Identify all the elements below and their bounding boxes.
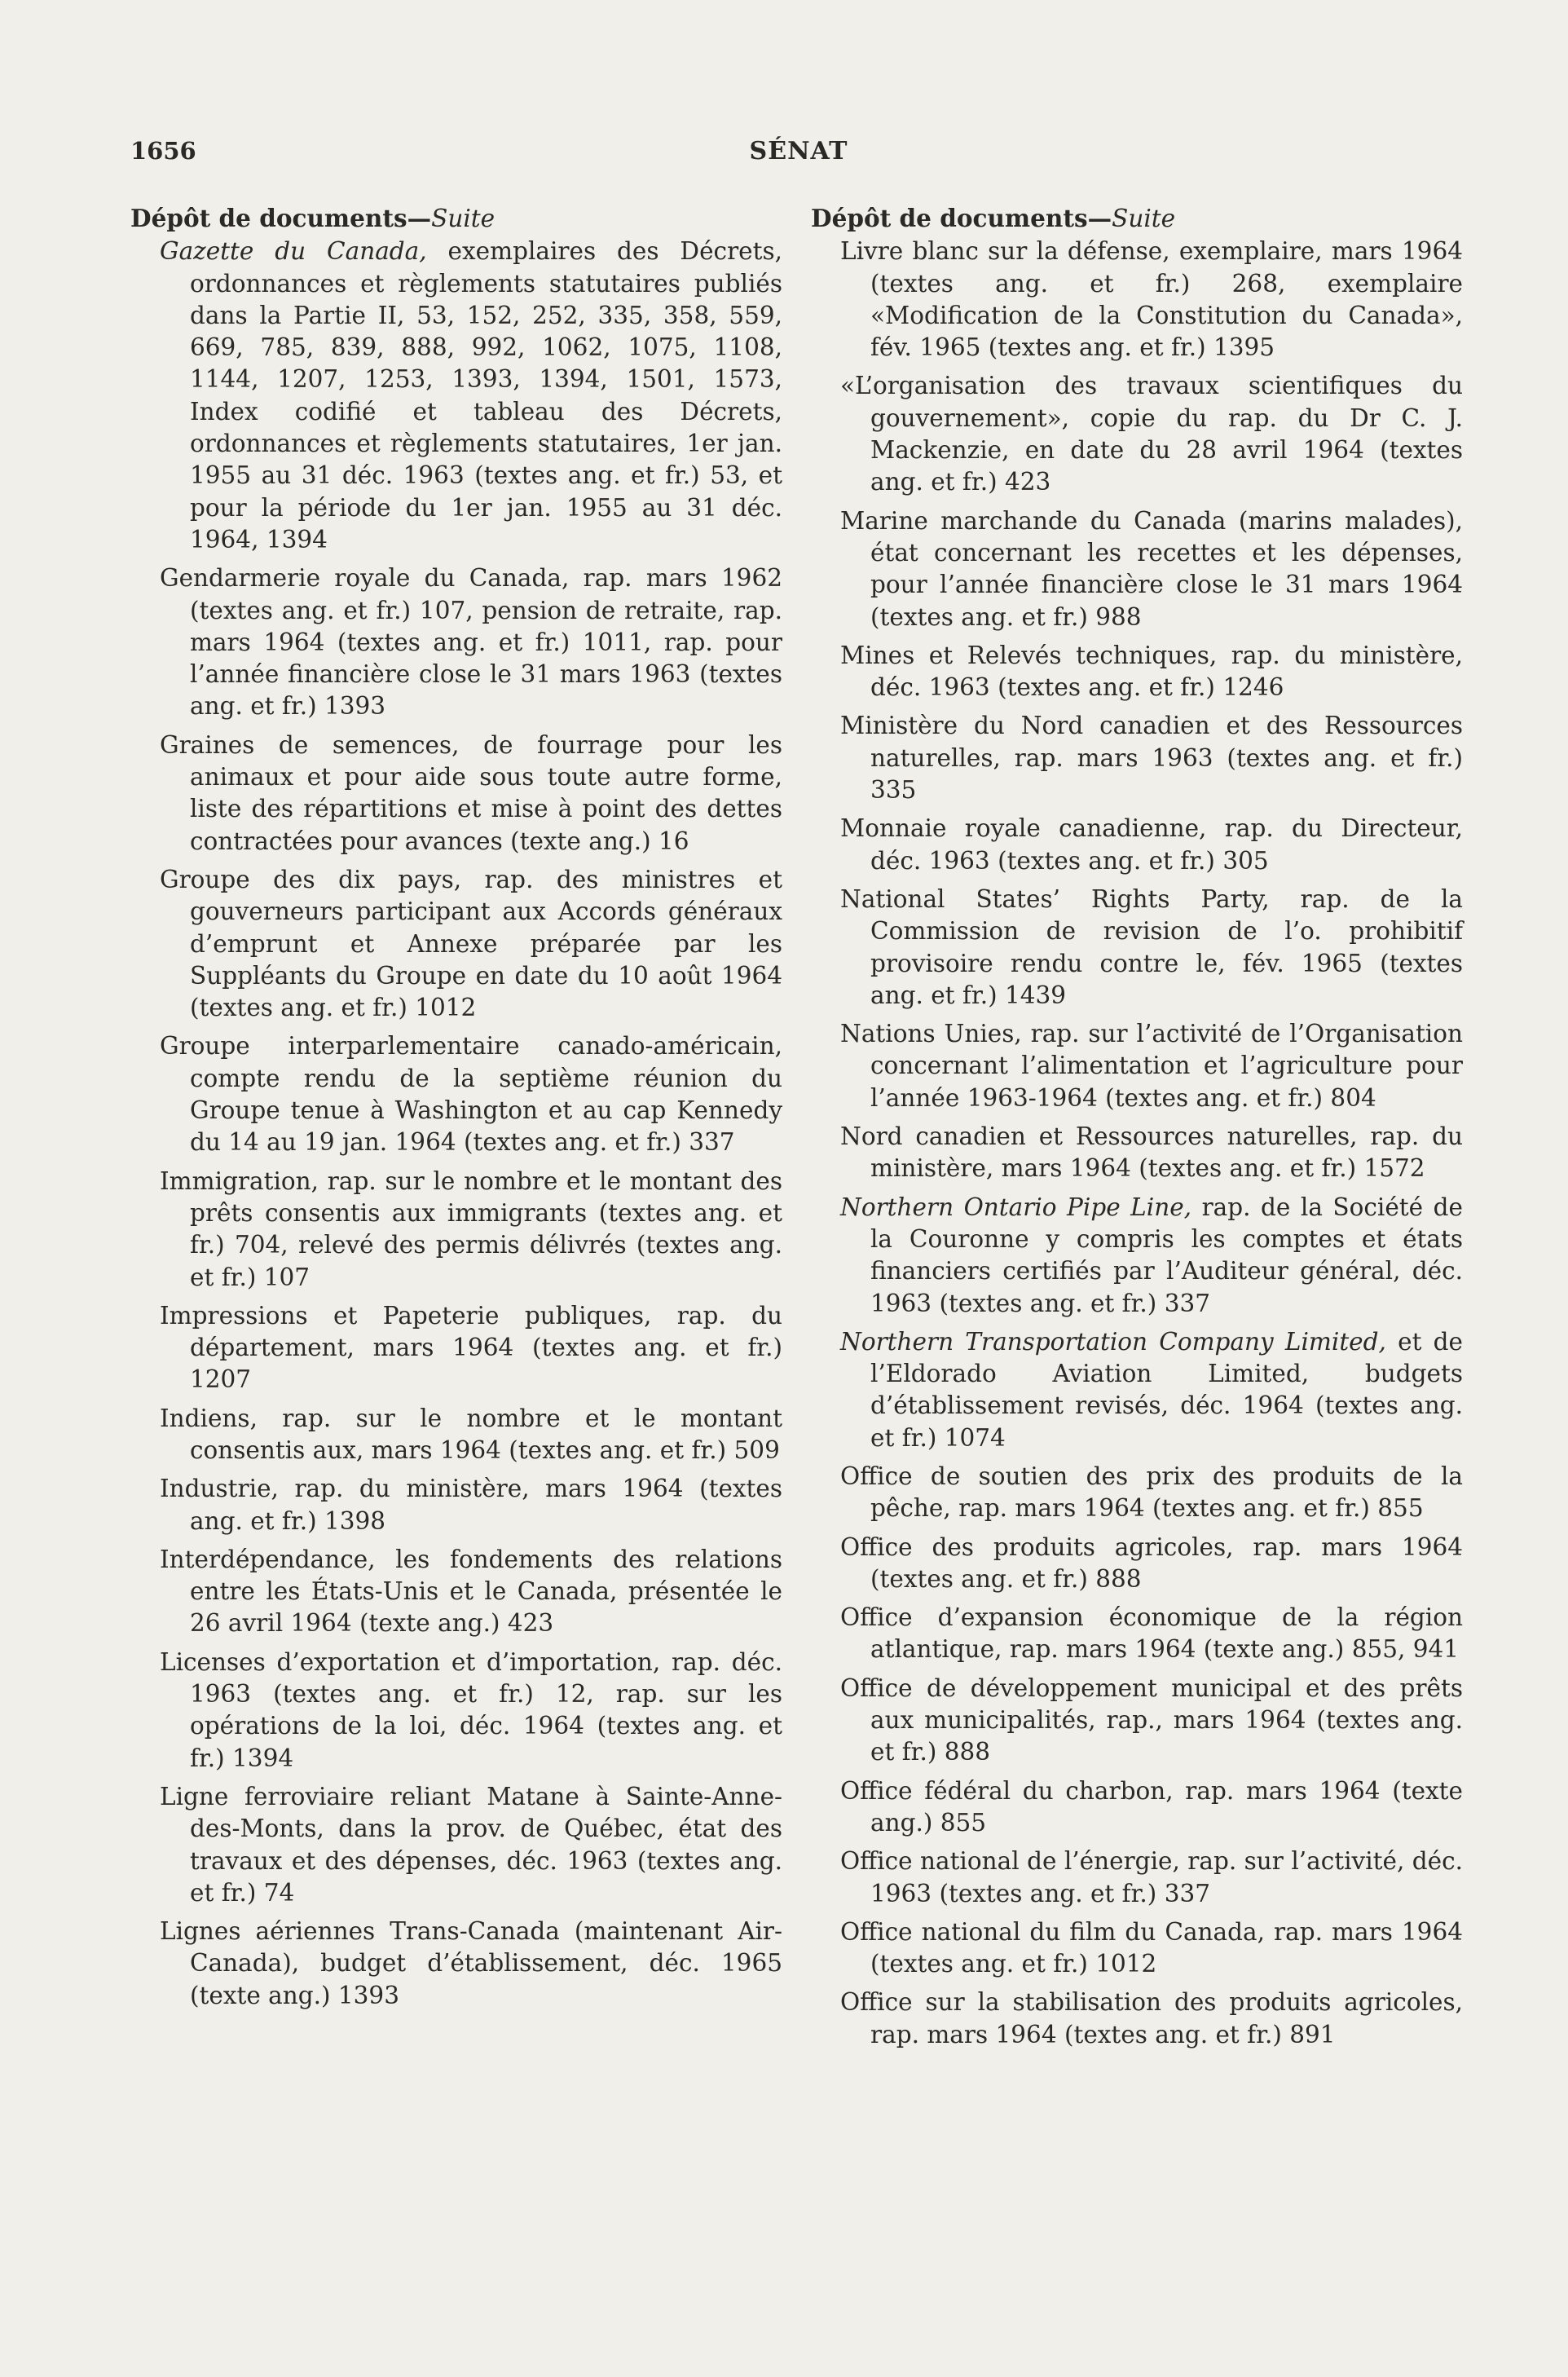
column-heading	[811, 202, 1463, 235]
entry-text: Nations Unies, rap. sur l’activité de l’Organisation concernant l’alimentation et l’agriculture pour l’année 1963-1964 (textes ang. et fr.) 804	[840, 1020, 1463, 1112]
index-entry	[130, 1544, 782, 1640]
index-entry	[811, 710, 1463, 806]
left-column	[130, 202, 782, 2018]
entry-text: Graines de semences, de fourrage pour les animaux et pour aide sous toute autre forme, liste des répartitions et mise à point des dettes contractées pour avances (texte ang.) 16	[160, 730, 782, 855]
heading-text: Dépôt de documents—	[130, 204, 432, 232]
index-entry	[130, 1781, 782, 1909]
heading-suite: Suite	[1112, 205, 1176, 232]
column-heading	[130, 202, 782, 235]
entry-text: Office fédéral du charbon, rap. mars 1964 (texte ang.) 855	[840, 1776, 1463, 1837]
index-entry	[811, 1602, 1463, 1666]
index-entry	[130, 730, 782, 858]
index-entry	[811, 1673, 1463, 1769]
entry-text: Office de développement municipal et des prêts aux municipalités, rap., mars 1964 (textes ang. et fr.) 888	[840, 1674, 1463, 1766]
index-entry	[130, 1916, 782, 2012]
page-number: 1656	[130, 137, 196, 165]
entry-text: et de l’Eldorado Aviation Limited, budgets d’établissement revisés, déc. 1964 (textes ang. et fr.) 1074	[870, 1327, 1463, 1452]
entry-text: National States’ Rights Party, rap. de la Commission de revision de l’o. prohibitif provisoire rendu contre le, fév. 1965 (textes ang. et fr.) 1439	[840, 884, 1463, 1009]
entry-text: Lignes aériennes Trans-Canada (maintenant Air-Canada), budget d’établissement, déc. 1965 (texte ang.) 1393	[160, 1917, 782, 2009]
entry-text: Interdépendance, les fondements des relations entre les États-Unis et le Canada, présentée le 26 avril 1964 (texte ang.) 423	[160, 1545, 782, 1638]
index-entry	[130, 1300, 782, 1396]
index-entries	[811, 236, 1463, 2051]
index-entry	[811, 1846, 1463, 1910]
entry-lead: Northern Transportation Company Limited,	[840, 1327, 1386, 1356]
index-entry	[130, 864, 782, 1024]
page-header	[130, 137, 1467, 174]
index-entry	[811, 1192, 1463, 1320]
entry-text: Office national du film du Canada, rap. mars 1964 (textes ang. et fr.) 1012	[840, 1917, 1463, 1978]
running-title: SÉNAT	[749, 137, 848, 165]
index-entry	[130, 1030, 782, 1158]
index-entry	[811, 1326, 1463, 1454]
index-entry	[130, 236, 782, 556]
index-entry	[811, 1916, 1463, 1981]
entry-text: rap. de la Société de la Couronne y compris les comptes et états financiers certifiés par l’Auditeur général, déc. 1963 (textes ang. et fr.) 337	[870, 1193, 1463, 1317]
entry-text: Office sur la stabilisation des produits agricoles, rap. mars 1964 (textes ang. et fr.) 891	[840, 1988, 1463, 2048]
heading-suite: Suite	[431, 205, 496, 232]
entry-text: Office de soutien des prix des produits de la pêche, rap. mars 1964 (textes ang. et fr.) 855	[840, 1462, 1463, 1523]
index-entry	[811, 1775, 1463, 1840]
index-entry	[130, 1473, 782, 1537]
entry-text: Nord canadien et Ressources naturelles, rap. du ministère, mars 1964 (textes ang. et fr.) 1572	[840, 1122, 1463, 1183]
index-entry	[811, 1987, 1463, 2051]
entry-text: Office d’expansion économique de la région atlantique, rap. mars 1964 (texte ang.) 855, 941	[840, 1603, 1463, 1664]
entry-text: Mines et Relevés techniques, rap. du ministère, déc. 1963 (textes ang. et fr.) 1246	[840, 641, 1463, 702]
index-entry	[811, 813, 1463, 877]
entry-text: Office des produits agricoles, rap. mars 1964 (textes ang. et fr.) 888	[840, 1532, 1463, 1593]
index-entry	[811, 884, 1463, 1012]
entry-lead: Northern Ontario Pipe Line,	[840, 1193, 1192, 1221]
index-entry	[811, 505, 1463, 633]
entry-text: Livre blanc sur la défense, exemplaire, mars 1964 (textes ang. et fr.) 268, exemplaire «Modification de la Constitution du Canada», fév. 1965 (textes ang. et fr.) 1395	[840, 237, 1463, 362]
index-entry	[811, 1018, 1463, 1114]
entry-text: Industrie, rap. du ministère, mars 1964 (textes ang. et fr.) 1398	[160, 1475, 782, 1535]
heading-text: Dépôt de documents—	[811, 204, 1112, 232]
entry-text: exemplaires des Décrets, ordonnances et règlements statutaires publiés dans la Partie II, 53, 152, 252, 335, 358, 559, 669, 785, 839, 888, 992, 1062, 1075, 1108, 1144, 1207, 1253, 1393, 1394, 1501, 1573, Index codifié et tableau des Décrets, ordonnances et règlements statutaires, 1er jan. 1955 au 31 déc. 1963 (textes ang. et fr.) 53, et pour la période du 1er jan. 1955 au 31 déc. 1964, 1394	[190, 237, 782, 553]
entry-text: Marine marchande du Canada (marins malades), état concernant les recettes et les dépenses, pour l’année financière close le 31 mars 1964 (textes ang. et fr.) 988	[840, 506, 1463, 631]
index-entry	[811, 370, 1463, 498]
entry-text: Groupe des dix pays, rap. des ministres et gouverneurs participant aux Accords généraux d’emprunt et Annexe préparée par les Suppléants du Groupe en date du 10 août 1964 (textes ang. et fr.) 1012	[160, 865, 782, 1022]
index-entry	[130, 1166, 782, 1294]
index-entry	[130, 1403, 782, 1467]
entry-text: Immigration, rap. sur le nombre et le montant des prêts consentis aux immigrants (textes ang. et fr.) 704, relevé des permis délivrés (textes ang. et fr.) 107	[160, 1166, 782, 1291]
entry-text: Office national de l’énergie, rap. sur l’activité, déc. 1963 (textes ang. et fr.) 337	[840, 1847, 1463, 1907]
entry-text: Indiens, rap. sur le nombre et le montant consentis aux, mars 1964 (textes ang. et fr.) 509	[160, 1404, 782, 1464]
index-entry	[811, 1532, 1463, 1596]
right-column	[811, 202, 1463, 2057]
entry-text: Ministère du Nord canadien et des Ressources naturelles, rap. mars 1963 (textes ang. et fr.) 335	[840, 712, 1463, 805]
entry-lead: Gazette du Canada,	[160, 237, 427, 266]
index-entry	[811, 1461, 1463, 1525]
index-entry	[811, 1121, 1463, 1185]
entry-text: Ligne ferroviaire reliant Matane à Sainte-Anne-des-Monts, dans la prov. de Québec, état des travaux et des dépenses, déc. 1963 (textes ang. et fr.) 74	[160, 1782, 782, 1907]
index-entries	[130, 236, 782, 2012]
entry-text: «L’organisation des travaux scientifiques du gouvernement», copie du rap. du Dr C. J. Mackenzie, en date du 28 avril 1964 (textes ang. et fr.) 423	[840, 372, 1463, 496]
index-entry	[130, 562, 782, 722]
index-entry	[811, 236, 1463, 364]
entry-text: Impressions et Papeterie publiques, rap. du département, mars 1964 (textes ang. et fr.) 1207	[160, 1301, 782, 1394]
index-entry	[811, 640, 1463, 704]
index-entry	[130, 1647, 782, 1775]
entry-text: Licenses d’exportation et d’importation, rap. déc. 1963 (textes ang. et fr.) 12, rap. sur les opérations de la loi, déc. 1964 (textes ang. et fr.) 1394	[160, 1647, 782, 1772]
entry-text: Monnaie royale canadienne, rap. du Directeur, déc. 1963 (textes ang. et fr.) 305	[840, 814, 1463, 875]
entry-text: Gendarmerie royale du Canada, rap. mars 1962 (textes ang. et fr.) 107, pension de retraite, rap. mars 1964 (textes ang. et fr.) 1011, rap. pour l’année financière close le 31 mars 1963 (textes ang. et fr.) 1393	[160, 564, 782, 721]
entry-text: Groupe interparlementaire canado-américain, compte rendu de la septième réunion du Groupe tenue à Washington et au cap Kennedy du 14 au 19 jan. 1964 (textes ang. et fr.) 337	[160, 1032, 782, 1157]
